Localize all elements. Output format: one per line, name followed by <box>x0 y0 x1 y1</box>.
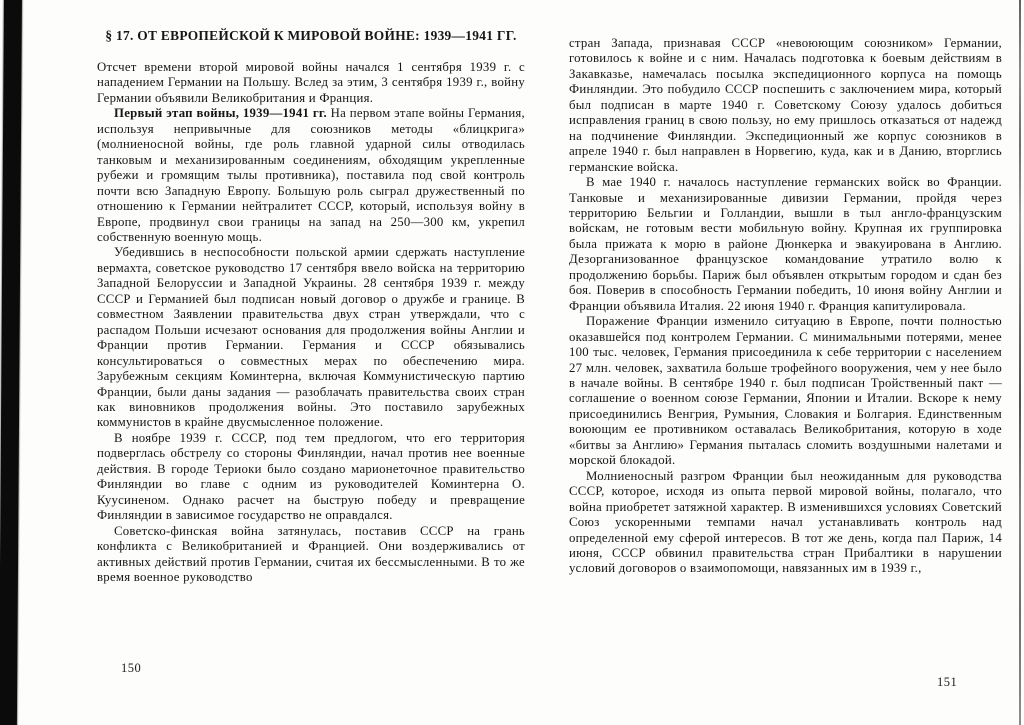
paragraph-text: Убедившись в неспособности польской армии сдержать наступление вермахта, советское руководство 17 сентября ввело войска на территорию Западной Белоруссии и Западной Украины. 28 сентября 1939 г. между СССР и Германией был подписан новый договор о дружбе и границе. В совместном Заявлении правительства двух стран утверждали, что с распадом Польши исчезают основания для продолжения войны Англии и Франции против Германии. Германия и СССР обязывались консультироваться о совместных мерах по обеспечению мира. Зарубежным секциям Коминтерна, включая Коммунистическую партию Франции, были даны задания — разоблачать правительства своих стран как виновников продолжения войны. Это поставило зарубежных коммунистов в крайне двусмысленное положение. <box>97 245 525 430</box>
left-page <box>97 28 525 585</box>
paragraph <box>569 314 1002 469</box>
paragraph-text: В ноябре 1939 г. СССР, под тем предлогом, что его территория подверглась обстрелу со стороны Финляндии, начал против нее военные действия. В городе Териоки было создано марионеточное правительство Финляндии во главе с одним из руководителей Коминтерна О. Куусиненом. Однако расчет на быструю победу и превращение Финляндии в зависимое государство не оправдался. <box>97 430 525 523</box>
paragraph-text: Советско-финская война затянулась, поставив СССР на грань конфликта с Великобританией и Францией. Они воздерживались от активных действий против Германии, считая их бессмысленными. В то же время военное руководство <box>97 523 525 584</box>
chapter-heading: § 17. ОТ ЕВРОПЕЙСКОЙ К МИРОВОЙ ВОЙНЕ: 1939—1941 ГГ. <box>105 28 517 43</box>
paragraph-text: Молниеносный разгром Франции был неожиданным для руководства СССР, которое, исходя из опыта первой мировой войны, полагало, что война приобретет затяжной характер. В изменившихся условиях Советский Союз ускоренными темпами начал устанавливать контроль над определенной ему сферой интересов. В тот же день, когда пал Париж, 14 июня, СССР обвинил правительства стран Прибалтики в нарушении условий договоров о взаимопомощи, навязанных им в 1939 г., <box>569 468 1002 576</box>
scan-page-edge-line <box>1019 0 1021 725</box>
paragraph <box>569 175 1002 314</box>
scan-binding-edge <box>0 0 22 725</box>
paragraph-text: На первом этапе войны Германия, используя непривычные для союзников методы «блицкрига» (молниеносной войны, где роль главной ударной силы отводилась танковым и механизированным соединениям, обходящим укрепленные рубежи и громящим тылы противника), поставила под свой контроль почти всю Западную Европу. Большую роль сыграл дружественный по отношению к Германии нейтралитет СССР, который, используя войну в Европе, продвинул свои границы на запад на 250—300 км, укрепил собственную военную мощь. <box>97 106 525 244</box>
paragraph <box>97 245 525 430</box>
paragraph <box>97 60 525 106</box>
page-number-left: 150 <box>121 661 142 675</box>
paragraph-lead: Первый этап войны, 1939—1941 гг. <box>114 106 327 121</box>
paragraph <box>569 469 1002 577</box>
paragraph <box>97 524 525 586</box>
paragraph <box>97 431 525 524</box>
right-page <box>569 36 1002 577</box>
paragraph-text: В мае 1940 г. началось наступление германских войск во Франции. Танковые и механизированные дивизии Германии, пройдя через территорию Бельгии и Голландии, вышли в тыл англо-французским войскам, не готовым вести мобильную войну. Крупная их группировка была прижата к морю в районе Дюнкерка и эвакуирована в Англию. Дезорганизованное французское командование утратило волю к продолжению борьбы. Париж был объявлен открытым городом и сдан без боя. Поверив в способность Германии победить, 10 июня войну Англии и Франции объявила Италия. 22 июня 1940 г. Франция капитулировала. <box>569 175 1002 313</box>
paragraph <box>569 36 1002 175</box>
paragraph-text: Отсчет времени второй мировой войны начался 1 сентября 1939 г. с нападением Германии на Польшу. Вслед за этим, 3 сентября 1939 г., войну Германии объявили Великобритания и Франция. <box>97 60 525 105</box>
page-number-right: 151 <box>937 675 958 689</box>
paragraph <box>97 106 525 245</box>
paragraph-text: Поражение Франции изменило ситуацию в Европе, почти полностью оказавшейся под контролем Германии. С минимальными потерями, менее 100 тыс. человек, Германия присоединила к себе территории с населением 27 млн. человек, захватила больше трофейного вооружения, чем у нее было в начале войны. В сентябре 1940 г. был подписан Тройственный пакт — соглашение о военном союзе Германии, Японии и Италии. Вскоре к нему присоединились Венгрия, Румыния, Словакия и Болгария. Единственным воюющим ее противником оставалась Великобритания, которую в ходе «битвы за Англию» Германия пыталась сломить воздушными налетами и морской блокадой. <box>569 314 1002 468</box>
paragraph-text: стран Запада, признавая СССР «невоюющим союзником» Германии, готовилось к войне и с ним. Началась подготовка к боевым действиям в Закавказье, намечалась посылка экспедиционного корпуса на помощь Финляндии. Это побудило СССР поспешить с заключением мира, который был подписан в марте 1940 г. Советскому Союзу удалось добиться исправления границ в свою пользу, но ему пришлось отказаться от надежд на подчинение Финляндии. Экспедиционный же корпус союзников в апреле 1940 г. был направлен в Норвегию, куда, как и в Данию, вторглись германские войска. <box>569 36 1002 174</box>
